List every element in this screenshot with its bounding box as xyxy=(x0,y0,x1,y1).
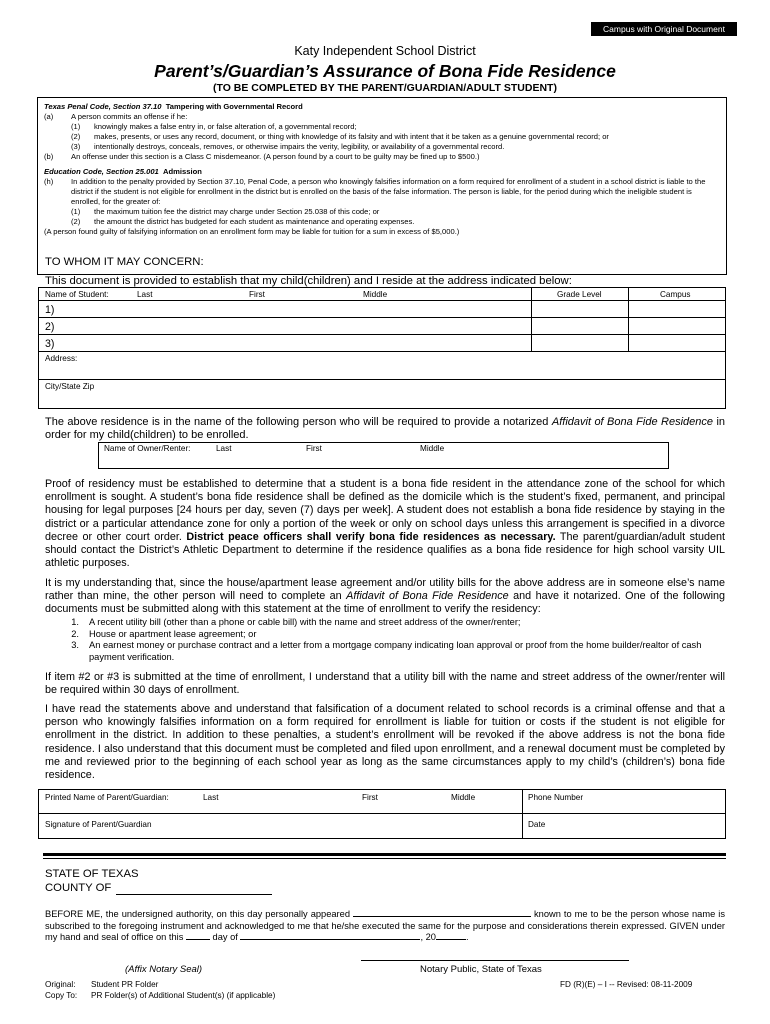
footer-copy-value: PR Folder(s) of Additional Student(s) (if applicable) xyxy=(91,991,276,1000)
divider xyxy=(43,853,726,856)
footer-original-value: Student PR Folder xyxy=(91,980,159,989)
state-of-texas: STATE OF TEXAS xyxy=(45,868,139,880)
signature-field[interactable]: Signature of Parent/Guardian xyxy=(45,820,152,829)
edu-h-label: (h) xyxy=(44,177,54,186)
penal-a3-num: (3) xyxy=(71,142,81,151)
footer-original-label: Original: xyxy=(45,980,76,989)
residence-paragraph: The above residence is in the name of the following person who will be required to provide a notarized Affidavit of Bona Fide Residence in order for my child(children) to be enrolled. xyxy=(45,416,726,442)
col-first: First xyxy=(249,290,265,299)
penal-b-text: An offense under this section is a Class C misdemeanor. (A person found by a court to be guilty may be fined up to $500.) xyxy=(71,152,480,161)
edu-h1-text: the maximum tuition fee the district may charge under Section 25.038 of this code; or xyxy=(94,207,380,216)
owner-first: First xyxy=(306,444,322,453)
owner-renter-label: Name of Owner/Renter: xyxy=(104,444,191,453)
student-table xyxy=(38,287,726,409)
student-row-2[interactable]: 2) xyxy=(45,321,55,333)
footer-copy-label: Copy To: xyxy=(45,991,78,1000)
list-item: 3. An earnest money or purchase contract and a letter from a mortgage company indicating loan approval or proof from the home builder/realtor of cash payment verification. xyxy=(71,640,702,662)
intro-statement: This document is provided to establish that my child(children) and I reside at the address indicated below: xyxy=(45,275,572,287)
education-code-heading: Education Code, Section 25.001 Admission xyxy=(44,167,202,176)
required-documents-list xyxy=(45,617,725,663)
to-whom-heading: TO WHOM IT MAY CONCERN: xyxy=(45,256,204,268)
city-state-zip-field[interactable]: City/State Zip xyxy=(45,382,95,391)
penal-a1-text: knowingly makes a false entry in, or false alteration of, a governmental record; xyxy=(94,122,357,131)
form-title: Parent’s/Guardian’s Assurance of Bona Fide Residence xyxy=(154,61,616,81)
notary-statement: BEFORE ME, the undersigned authority, on this day personally appeared known to me to be the person whose name is subscribed to the foregoing instrument and acknowledged to me that he/she executed the same for the purpose and considerations therein expressed. GIVEN under my hand and seal of office on this day of , 20 . xyxy=(45,909,725,943)
printed-last: Last xyxy=(203,793,219,802)
notary-public-label: Notary Public, State of Texas xyxy=(420,964,542,975)
divider-thin xyxy=(43,858,726,859)
penal-a2-text: makes, presents, or uses any record, document, or thing with knowledge of its falsity and with intent that it be taken as a genuine governmental record; or xyxy=(94,132,609,141)
list-item: 2. House or apartment lease agreement; or xyxy=(71,628,257,639)
printed-first: First xyxy=(362,793,378,802)
campus-original-tag: Campus with Original Document xyxy=(591,22,737,36)
penal-a-text: A person commits an offense if he: xyxy=(71,112,188,121)
county-input-line[interactable] xyxy=(116,894,272,895)
edu-h1-num: (1) xyxy=(71,207,81,216)
month-line[interactable] xyxy=(240,932,420,940)
col-name-of-student: Name of Student: xyxy=(45,290,109,299)
penal-a1-num: (1) xyxy=(71,122,81,131)
penal-b-label: (b) xyxy=(44,152,54,161)
owner-last: Last xyxy=(216,444,232,453)
day-line[interactable] xyxy=(186,932,210,940)
form-revision-id: FD (R)(E) – I -- Revised: 08-11-2009 xyxy=(560,980,693,989)
student-row-3[interactable]: 3) xyxy=(45,338,55,350)
legal-footer-note: (A person found guilty of falsifying information on an enrollment form may be liable for tuition for a sum in excess of $5,000.) xyxy=(44,227,460,236)
county-of-label: COUNTY OF xyxy=(45,882,112,894)
form-subtitle: (TO BE COMPLETED BY THE PARENT/GUARDIAN/ADULT STUDENT) xyxy=(213,82,557,94)
list-item: 1. A recent utility bill (other than a phone or cable bill) with the name and street address of the owner/renter; xyxy=(71,617,521,627)
affix-seal-label: (Affix Notary Seal) xyxy=(125,964,203,975)
col-last: Last xyxy=(137,290,153,299)
owner-middle: Middle xyxy=(420,444,445,453)
year-line[interactable] xyxy=(436,932,466,940)
col-grade-level: Grade Level xyxy=(557,290,602,299)
edu-h-text: In addition to the penalty provided by Section 37.10, Penal Code, a person who knowingly falsifies information on a form required for enrollment of a student in a school district is liable to the district if the student is not eligible for enrollment in the district but is enrolled on the basis of the false information. The person is liable, for the period during which the ineligible student is enrolled, for the greater of: xyxy=(71,177,706,206)
printed-middle: Middle xyxy=(451,793,476,802)
address-field[interactable]: Address: xyxy=(45,354,78,363)
penal-a2-num: (2) xyxy=(71,132,81,141)
col-middle: Middle xyxy=(363,290,388,299)
penal-code-heading: Texas Penal Code, Section 37.10 Tampering with Governmental Record xyxy=(44,102,303,111)
penal-a3-text: intentionally destroys, conceals, removes, or otherwise impairs the verity, legibility, or availability of a governmental record. xyxy=(94,142,505,151)
date-field[interactable]: Date xyxy=(528,820,546,829)
edu-h2-text: the amount the district has budgeted for each student as maintenance and operating expenses. xyxy=(94,217,415,226)
district-name: Katy Independent School District xyxy=(294,44,476,58)
utility-bill-paragraph: If item #2 or #3 is submitted at the time of enrollment, I understand that a utility bill with the name and street address of the owner/renter will be required within 30 days of enrollment. xyxy=(45,671,725,697)
acknowledgement-paragraph: I have read the statements above and understand that falsification of a document related to school records is a criminal offense and that a person who knowingly falsifies information on a form required for enrollment is liable for tuition or costs if the student is not eligible for enrollment in the district. In addition to these penalties, a student’s enrollment will be revoked if the above address is not the bona fide residence. I also understand that this document must be completed and filed upon enrollment, and a renewal document must be completed by me and reviewed prior to the beginning of each school year as long as the same circumstances apply to my child’s (children’s) bona fide residence. xyxy=(45,703,725,782)
printed-name-field[interactable]: Printed Name of Parent/Guardian: xyxy=(45,793,169,802)
understanding-paragraph: It is my understanding that, since the house/apartment lease agreement and/or utility bills for the above address are in someone else’s name rather than mine, the other person will need to complete an Affidavit of Bona Fide Residence and have it notarized. One of the following documents must be submitted along with this statement at the time of enrollment to verify the residency: xyxy=(45,577,725,616)
phone-number-field[interactable]: Phone Number xyxy=(528,793,584,802)
penal-a-label: (a) xyxy=(44,112,54,121)
notary-signature-line[interactable] xyxy=(361,960,629,961)
proof-of-residency-paragraph: Proof of residency must be established to determine that a student is a bona fide resident in the attendance zone of the school for which enrollment is sought. A student’s bona fide residence shall be defined as the domicile which is the student’s fixed, permanent, and principal housing for legal purposes [24 hours per day, seven (7) days per week]. A student does not establish a bona fide residence by staying in the district or a particular attendance zone for only a portion of the week or only on school days unless this arrangement is specified in a divorce decree or other court order. District peace officers shall verify bona fide residences as necessary. The parent/guardian/adult student should contact the District’s Athletic Department to determine if the residence qualifies as a bona fide residence for high school varsity UIL athletic purposes. xyxy=(45,478,726,570)
col-campus: Campus xyxy=(660,290,691,299)
student-row-1[interactable]: 1) xyxy=(45,304,55,316)
legal-notice-box xyxy=(37,97,727,275)
edu-h2-num: (2) xyxy=(71,217,81,226)
appeared-name-line[interactable] xyxy=(353,909,531,917)
